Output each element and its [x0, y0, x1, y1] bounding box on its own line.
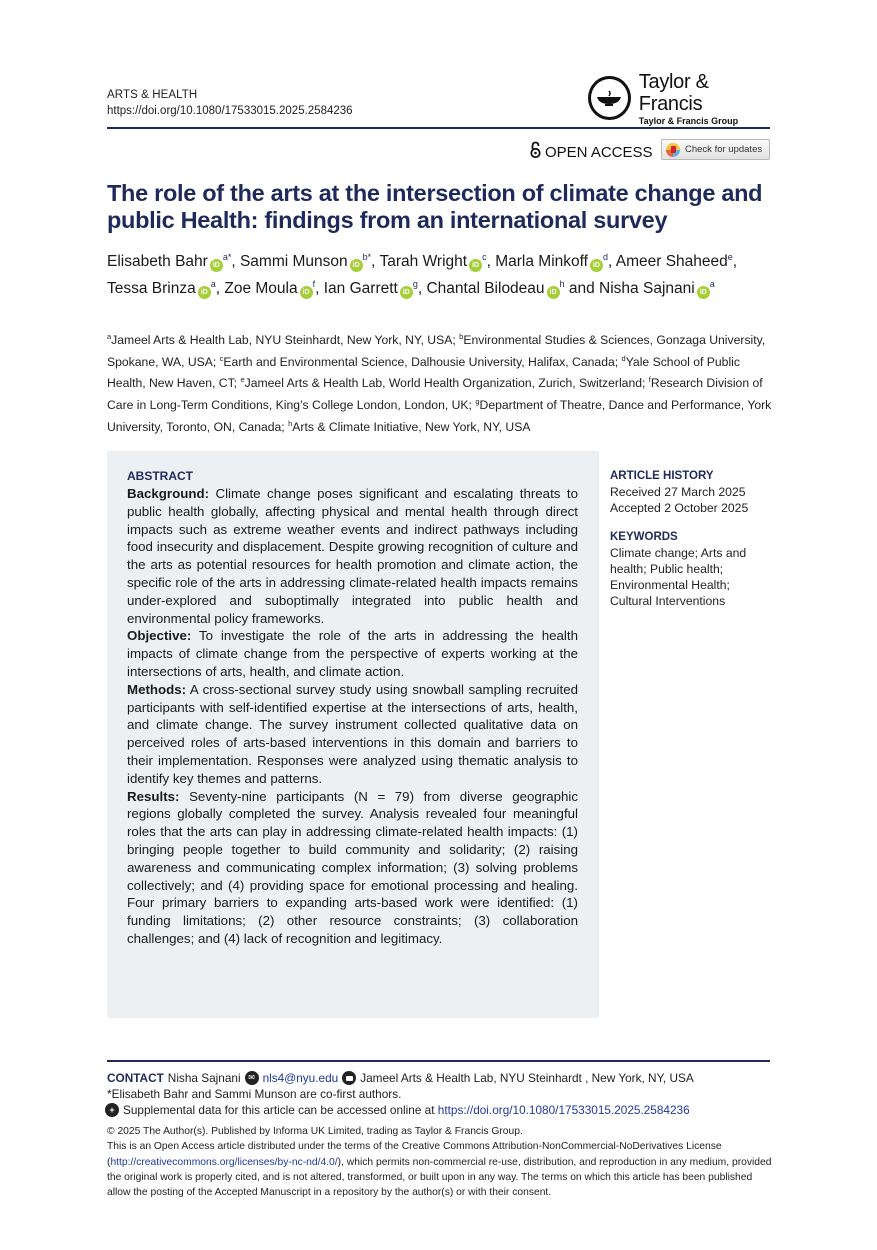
contact-name: Nisha Sajnani [167, 1071, 241, 1085]
affiliation-key: f [648, 375, 651, 385]
copyright: © 2025 The Author(s). Published by Informa UK Limited, trading as Taylor & Francis Group. [107, 1126, 523, 1137]
open-access-badge [530, 141, 653, 163]
affiliation-marker: b* [362, 252, 372, 262]
affiliation-text: Yale School of Public Health, New Haven, CT; [107, 354, 740, 391]
author-name: Chantal Bilodeau [426, 280, 545, 298]
affiliation-marker: f [312, 279, 316, 290]
affiliation-marker: a* [222, 252, 232, 262]
abstract-background: Background: Climate change poses significant and escalating threats to public health globally, affecting physical and mental health through direct impacts such as extreme weather events and indirect pathways including food insecurity and displacement. Despite growing recognition of culture and the arts as potential resources for health promotion and climate action, the specific role of the arts in addressing climate-related health impacts remains under-explored and suboptimally integrated into public health and environmental policy frameworks. [127, 486, 578, 626]
keywords-heading: KEYWORDS [610, 531, 678, 543]
open-lock-icon [530, 141, 541, 163]
affiliation-text: Arts & Climate Initiative, New York, NY, USA [292, 419, 531, 434]
supplemental-text: Supplemental data for this article can be accessed online at [123, 1103, 435, 1117]
abstract-results: Results: Seventy-nine participants (N = 79) from diverse geographic regions globally completed the survey. Analysis revealed four meaningful roles that the arts can play in addressing climate-related health impacts: (1) bringing people together to build community and solidarity; (2) raising awareness and communicating complex information; (3) solving problems collectively; and (4) providing space for emotional processing and healing. Four primary barriers to expanding arts-based work were identified: (1) funding limitations; (2) other resource constraints; (3) collaboration challenges; and (4) lack of recognition and legitimacy. [127, 788, 578, 946]
affiliation-key: e [240, 375, 245, 385]
publisher-name: Taylor & Francis [638, 70, 709, 115]
co-first-note: *Elisabeth Bahr and Sammi Munson are co-first authors. [107, 1087, 402, 1101]
address-icon [342, 1071, 356, 1085]
affiliation-key: h [288, 418, 293, 428]
publisher-group: Taylor & Francis Group [638, 115, 739, 126]
orcid-icon[interactable]: iD [547, 286, 560, 299]
author-name: Tarah Wright [379, 253, 468, 271]
affiliation-text: Jameel Arts & Health Lab, World Health Organization, Zurich, Switzerland; [244, 376, 649, 391]
license-text: This is an Open Access article distributed under the terms of the Creative Commons Attribution-NonCommercial-NoDerivatives License (http://creativecommons.org/licenses/by-nc-nd/4.0/), which permits non-commercial re-use, distribution, and reproduction in any medium, provided the original work is properly cited, and is not altered, transformed, or built upon in any way. The terms on which this article has been published allow the posting of the Accepted Manuscript in a repository by the author(s) or with their consent. [107, 1141, 772, 1199]
affiliation-key: a [107, 332, 112, 341]
affiliation-marker: d [602, 252, 608, 262]
author-name: Ian Garrett [323, 280, 398, 298]
license-link[interactable]: http://creativecommons.org/licenses/by-nc-nd/4.0/ [110, 1156, 338, 1168]
check-updates-label: Check for updates [685, 144, 763, 155]
crossmark-icon [666, 143, 680, 157]
keywords-list: Climate change; Arts and health; Public health; Environmental Health; Cultural Interventions [610, 546, 747, 608]
affiliation-key: b [459, 332, 464, 341]
license-block [107, 1124, 773, 1200]
abstract-methods: Methods: A cross-sectional survey study using snowball sampling recruited participants with self-identified expertise at the intersections of arts, health, and climate change. The survey instrument collected qualitative data on perceived roles of arts-based interventions in this domain and barriers to their implementation. Responses were analyzed using thematic analysis to identify key themes and patterns. [127, 681, 579, 786]
footer-divider [107, 1060, 770, 1062]
orcid-icon[interactable]: iD [400, 286, 413, 299]
accepted-date: Accepted 2 October 2025 [610, 501, 749, 515]
orcid-icon[interactable]: iD [198, 286, 211, 299]
affiliation-text: Research Division of Care in Long-Term Conditions, King’s College London, London, UK; [107, 376, 763, 413]
keywords [610, 529, 760, 609]
affiliation-marker: e [727, 252, 733, 262]
journal-name: ARTS & HEALTH [107, 89, 198, 101]
abstract-box [107, 451, 599, 1018]
article-history [610, 468, 780, 516]
affiliation-marker: a [709, 279, 715, 290]
affiliation-marker: c [482, 252, 487, 262]
article-history-heading: ARTICLE HISTORY [610, 470, 714, 482]
author-name: Sammi Munson [239, 253, 348, 271]
author-name: Nisha Sajnani [599, 280, 695, 298]
check-for-updates-button[interactable] [661, 139, 770, 160]
abstract-heading: ABSTRACT [127, 469, 193, 483]
orcid-icon[interactable]: iD [300, 286, 313, 299]
supplemental-line [105, 1103, 690, 1117]
author-name: Zoe Moula [224, 280, 298, 298]
affiliation-marker: a [210, 279, 216, 290]
abstract-objective: Objective: To investigate the role of the arts in addressing the health impacts of climate change from the perspective of experts working at the intersections of arts, health, and climate action. [127, 628, 578, 679]
publisher-logo [588, 70, 773, 126]
lamp-icon [588, 76, 631, 120]
received-date: Received 27 March 2025 [610, 485, 746, 499]
orcid-icon[interactable]: iD [350, 259, 363, 272]
affiliation-marker: g [412, 279, 418, 290]
author-name: Marla Minkoff [495, 253, 588, 271]
affiliation-key: c [219, 353, 224, 363]
article-title: The role of the arts at the intersection of climate change and public Health: findings from an international survey [107, 180, 763, 233]
affiliation-marker: h [559, 279, 565, 290]
author-name: Elisabeth Bahr [107, 253, 208, 271]
contact-label: CONTACT [107, 1071, 164, 1085]
affiliation-key: d [621, 353, 626, 363]
header-divider [107, 127, 770, 129]
author-list: Elisabeth Bahr $iD^{a*}$, Sammi Munson $iD^{b*}$, Tarah Wright $iD^c$, Marla Minkoff $iD^d$, Ameer Shaheed$^e$, Tessa Brinza $iD^a$, Zoe Moula $iD^f$, Ian Garrett $iD^g$, Chantal Bilodeau $iD^h$ and Nisha Sajnani $iD^a$ [107, 252, 738, 298]
affiliation-text: Jameel Arts & Health Lab, NYU Steinhardt, New York, NY, USA; [111, 333, 460, 348]
author-name: Tessa Brinza [107, 280, 196, 298]
affiliation-text: Earth and Environmental Science, Dalhousie University, Halifax, Canada; [223, 354, 622, 369]
supplemental-link[interactable]: https://doi.org/10.1080/17533015.2025.2584236 [437, 1103, 690, 1117]
contact-line [107, 1070, 777, 1086]
open-access-label: OPEN ACCESS [545, 143, 653, 161]
affiliation-key: g [475, 396, 480, 406]
orcid-icon[interactable]: iD [697, 286, 710, 299]
orcid-icon[interactable]: iD [590, 259, 603, 272]
contact-address: Jameel Arts & Health Lab, NYU Steinhardt , New York, NY, USA [360, 1071, 694, 1085]
email-icon [245, 1071, 259, 1085]
contact-email-link[interactable]: nls4@nyu.edu [262, 1071, 339, 1085]
orcid-icon[interactable]: iD [210, 259, 223, 272]
orcid-icon[interactable]: iD [469, 259, 482, 272]
author-name: Ameer Shaheed [615, 253, 728, 271]
affiliation-text: Environmental Studies & Sciences, Gonzaga University, Spokane, WA, USA; [107, 333, 766, 369]
supplemental-icon [105, 1103, 119, 1117]
affiliations [107, 328, 772, 436]
affiliation-text: Department of Theatre, Dance and Performance, York University, Toronto, ON, Canada; [107, 398, 772, 434]
doi-link[interactable]: https://doi.org/10.1080/17533015.2025.2584236 [107, 105, 353, 117]
